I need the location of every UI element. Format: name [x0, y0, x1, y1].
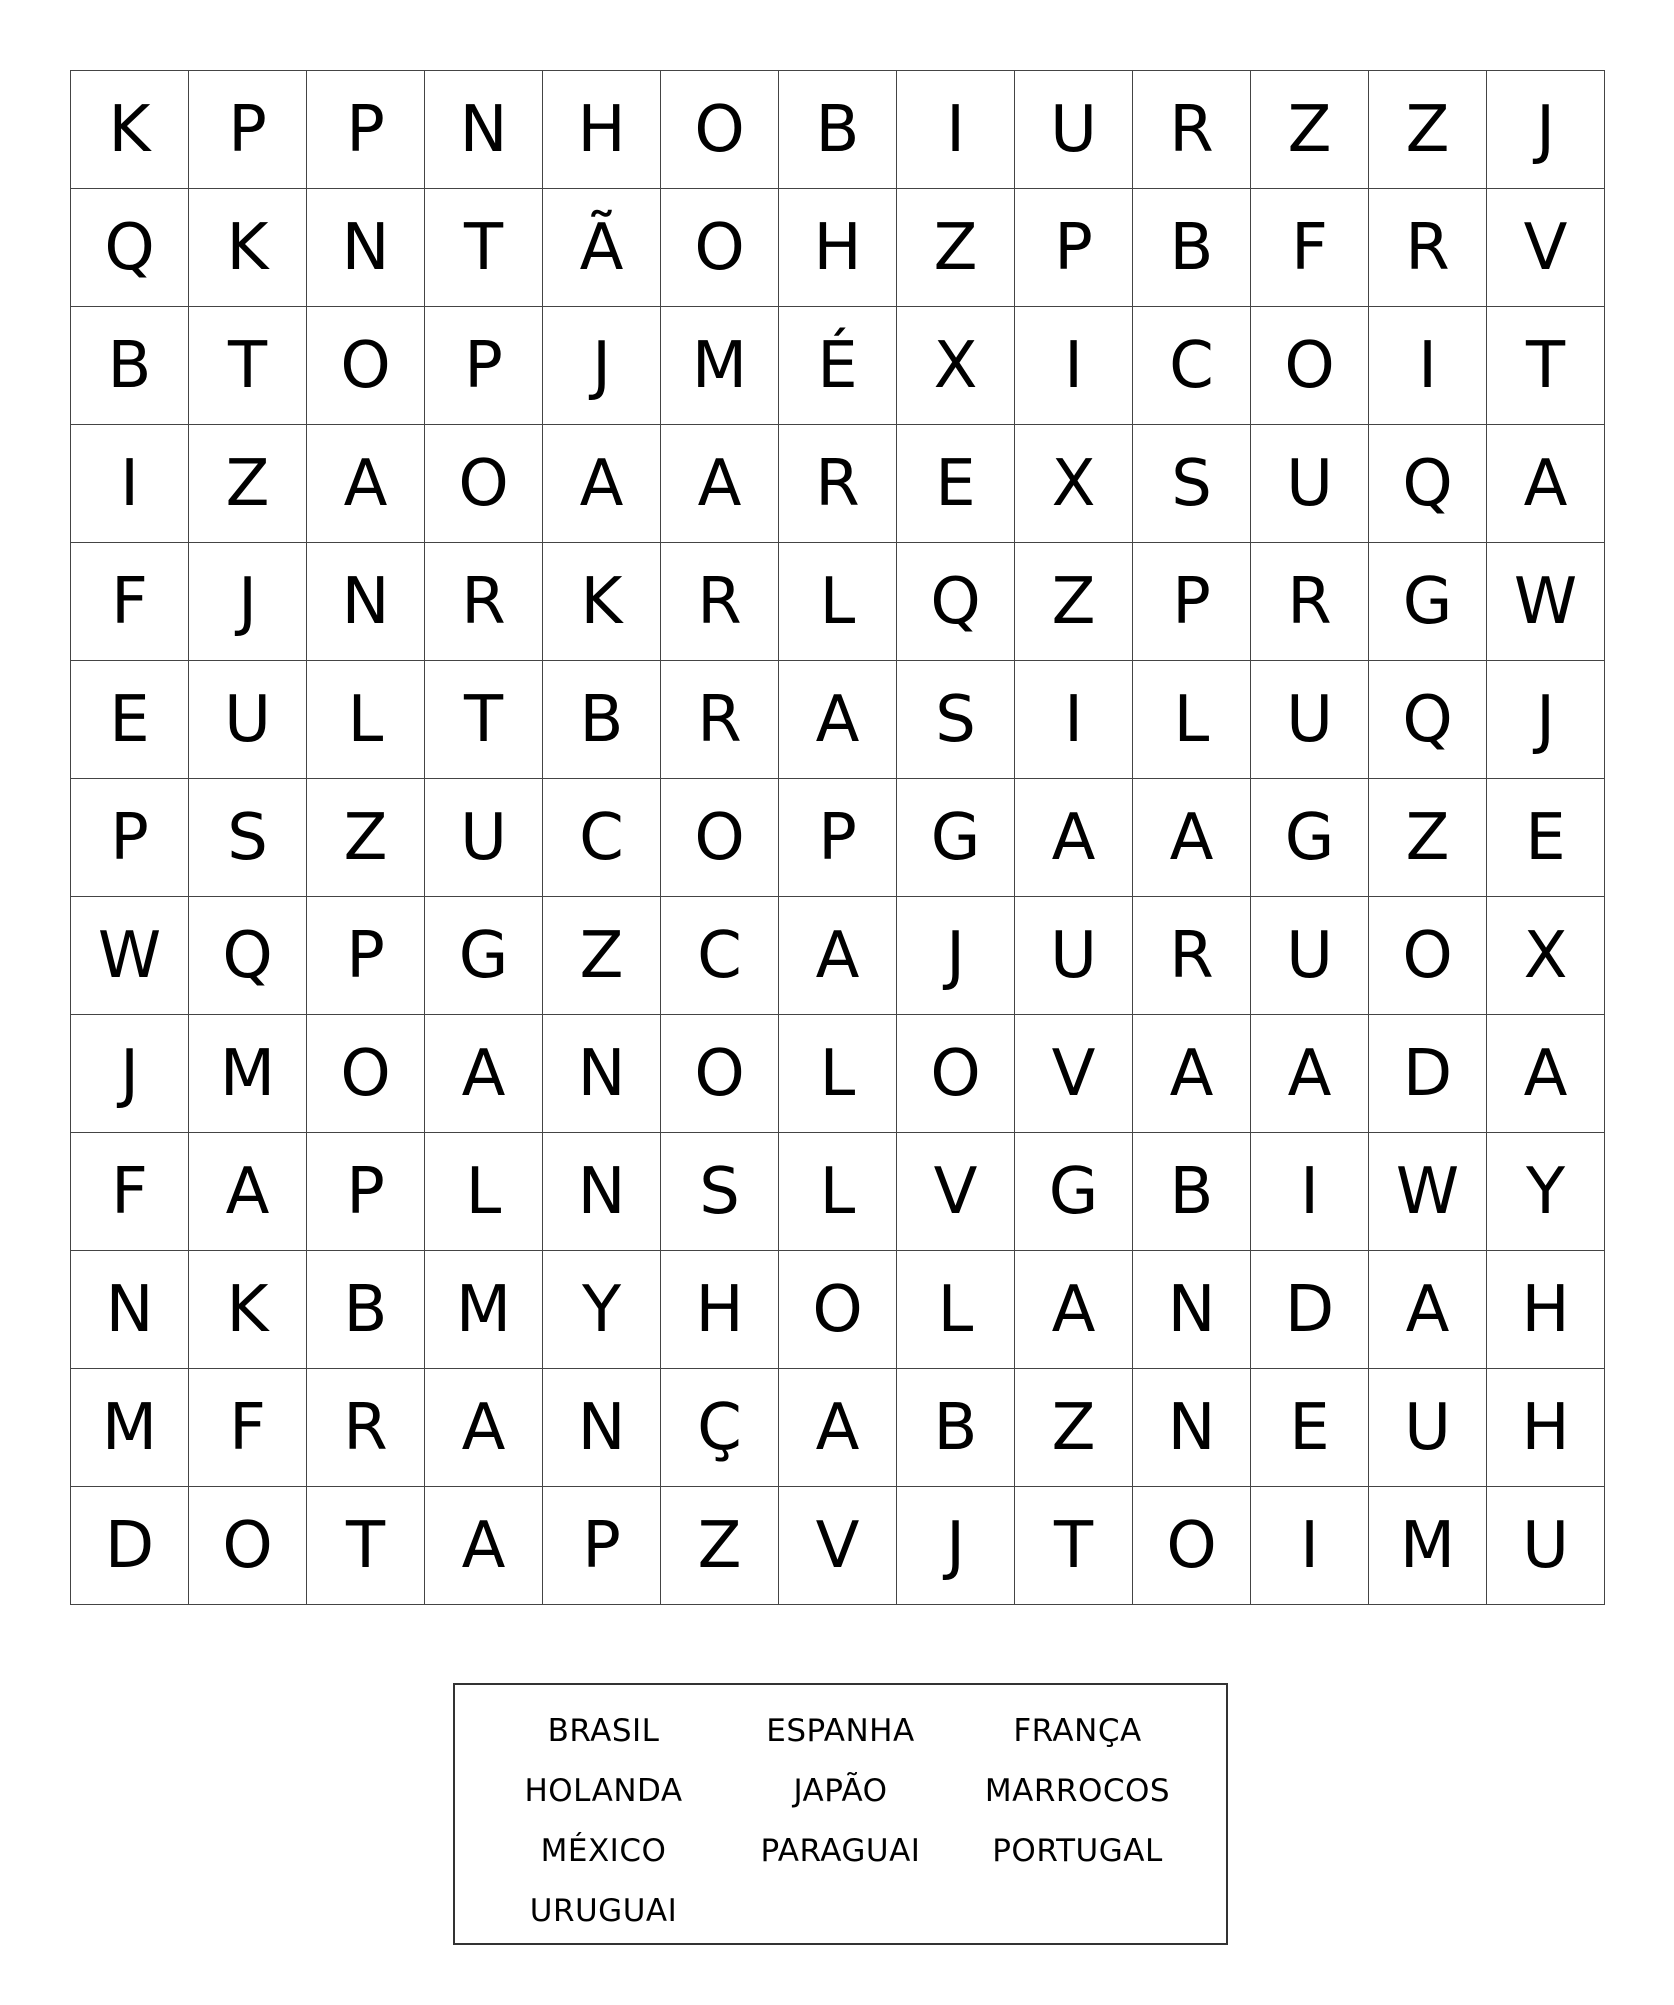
grid-cell[interactable]: M: [71, 1369, 189, 1487]
grid-cell[interactable]: L: [1133, 661, 1251, 779]
grid-cell[interactable]: G: [425, 897, 543, 1015]
grid-cell[interactable]: J: [897, 897, 1015, 1015]
grid-cell[interactable]: G: [1015, 1133, 1133, 1251]
grid-cell[interactable]: Z: [189, 425, 307, 543]
grid-cell[interactable]: I: [1251, 1133, 1369, 1251]
grid-cell[interactable]: D: [1369, 1015, 1487, 1133]
grid-cell[interactable]: N: [1133, 1251, 1251, 1369]
grid-cell[interactable]: R: [425, 543, 543, 661]
grid-cell[interactable]: R: [661, 543, 779, 661]
grid-cell[interactable]: B: [897, 1369, 1015, 1487]
grid-cell[interactable]: A: [307, 425, 425, 543]
grid-cell[interactable]: U: [1015, 897, 1133, 1015]
grid-cell[interactable]: Ç: [661, 1369, 779, 1487]
grid-cell[interactable]: Y: [543, 1251, 661, 1369]
grid-cell[interactable]: S: [661, 1133, 779, 1251]
grid-cell[interactable]: E: [1487, 779, 1605, 897]
grid-cell[interactable]: X: [897, 307, 1015, 425]
grid-cell[interactable]: Z: [1015, 543, 1133, 661]
grid-cell[interactable]: M: [425, 1251, 543, 1369]
grid-cell[interactable]: A: [1133, 779, 1251, 897]
grid-cell[interactable]: E: [897, 425, 1015, 543]
grid-cell[interactable]: H: [1487, 1251, 1605, 1369]
grid-cell[interactable]: P: [1015, 189, 1133, 307]
grid-cell[interactable]: H: [661, 1251, 779, 1369]
grid-cell[interactable]: M: [1369, 1487, 1487, 1605]
grid-cell[interactable]: C: [543, 779, 661, 897]
grid-cell[interactable]: N: [307, 189, 425, 307]
grid-cell[interactable]: I: [897, 71, 1015, 189]
grid-cell[interactable]: O: [779, 1251, 897, 1369]
grid-cell[interactable]: I: [71, 425, 189, 543]
grid-cell[interactable]: I: [1015, 661, 1133, 779]
grid-cell[interactable]: M: [189, 1015, 307, 1133]
grid-cell[interactable]: Z: [661, 1487, 779, 1605]
grid-cell[interactable]: A: [779, 897, 897, 1015]
grid-cell[interactable]: U: [1251, 425, 1369, 543]
grid-cell[interactable]: Z: [307, 779, 425, 897]
grid-cell[interactable]: L: [425, 1133, 543, 1251]
grid-cell[interactable]: U: [425, 779, 543, 897]
grid-cell[interactable]: W: [1369, 1133, 1487, 1251]
grid-cell[interactable]: P: [779, 779, 897, 897]
grid-cell[interactable]: P: [307, 71, 425, 189]
grid-cell[interactable]: E: [71, 661, 189, 779]
grid-cell[interactable]: V: [779, 1487, 897, 1605]
grid-cell[interactable]: Z: [1369, 71, 1487, 189]
grid-cell[interactable]: N: [543, 1015, 661, 1133]
grid-cell[interactable]: B: [307, 1251, 425, 1369]
grid-cell[interactable]: A: [425, 1369, 543, 1487]
grid-cell[interactable]: J: [897, 1487, 1015, 1605]
grid-cell[interactable]: A: [1251, 1015, 1369, 1133]
grid-cell[interactable]: N: [543, 1369, 661, 1487]
grid-cell[interactable]: N: [71, 1251, 189, 1369]
grid-cell[interactable]: R: [1133, 71, 1251, 189]
grid-cell[interactable]: W: [71, 897, 189, 1015]
grid-cell[interactable]: G: [897, 779, 1015, 897]
grid-cell[interactable]: B: [543, 661, 661, 779]
grid-cell[interactable]: A: [1487, 1015, 1605, 1133]
grid-cell[interactable]: O: [307, 1015, 425, 1133]
word-list-item: HOLANDA: [524, 1773, 683, 1809]
grid-cell[interactable]: K: [189, 189, 307, 307]
grid-cell[interactable]: T: [189, 307, 307, 425]
grid-cell[interactable]: S: [897, 661, 1015, 779]
grid-cell[interactable]: I: [1015, 307, 1133, 425]
grid-cell[interactable]: V: [1487, 189, 1605, 307]
grid-cell[interactable]: R: [661, 661, 779, 779]
grid-cell[interactable]: Z: [1251, 71, 1369, 189]
grid-cell[interactable]: Z: [1369, 779, 1487, 897]
grid-cell[interactable]: I: [1369, 307, 1487, 425]
grid-cell[interactable]: A: [189, 1133, 307, 1251]
grid-cell[interactable]: A: [661, 425, 779, 543]
grid-cell[interactable]: B: [1133, 189, 1251, 307]
grid-cell[interactable]: H: [779, 189, 897, 307]
grid-cell[interactable]: A: [425, 1487, 543, 1605]
grid-cell[interactable]: O: [661, 189, 779, 307]
grid-cell[interactable]: I: [1251, 1487, 1369, 1605]
grid-cell[interactable]: L: [779, 1015, 897, 1133]
grid-cell[interactable]: T: [425, 661, 543, 779]
grid-cell[interactable]: G: [1251, 779, 1369, 897]
grid-cell[interactable]: H: [1487, 1369, 1605, 1487]
word-list-item: MARROCOS: [984, 1773, 1171, 1809]
word-list-item: PARAGUAI: [760, 1833, 921, 1869]
grid-cell[interactable]: Q: [1369, 425, 1487, 543]
grid-cell[interactable]: O: [661, 779, 779, 897]
grid-cell[interactable]: X: [1487, 897, 1605, 1015]
grid-cell[interactable]: N: [307, 543, 425, 661]
grid-cell[interactable]: R: [1369, 189, 1487, 307]
grid-cell[interactable]: V: [1015, 1015, 1133, 1133]
grid-cell[interactable]: L: [779, 1133, 897, 1251]
grid-cell[interactable]: P: [307, 1133, 425, 1251]
grid-cell[interactable]: X: [1015, 425, 1133, 543]
grid-cell[interactable]: H: [543, 71, 661, 189]
grid-cell[interactable]: J: [1487, 661, 1605, 779]
grid-cell[interactable]: O: [1133, 1487, 1251, 1605]
grid-cell[interactable]: C: [661, 897, 779, 1015]
grid-cell[interactable]: P: [307, 897, 425, 1015]
grid-cell[interactable]: O: [307, 307, 425, 425]
grid-cell[interactable]: G: [1369, 543, 1487, 661]
grid-cell[interactable]: U: [1487, 1487, 1605, 1605]
grid-cell[interactable]: T: [1487, 307, 1605, 425]
grid-cell[interactable]: J: [189, 543, 307, 661]
grid-cell[interactable]: O: [189, 1487, 307, 1605]
grid-cell[interactable]: R: [1133, 897, 1251, 1015]
grid-cell[interactable]: A: [425, 1015, 543, 1133]
grid-cell[interactable]: F: [71, 1133, 189, 1251]
word-list-item: URUGUAI: [529, 1893, 678, 1929]
word-list-item: ESPANHA: [766, 1713, 915, 1749]
grid-cell[interactable]: A: [779, 661, 897, 779]
grid-cell[interactable]: P: [425, 307, 543, 425]
grid-cell[interactable]: T: [425, 189, 543, 307]
word-list-item: MÉXICO: [540, 1833, 667, 1869]
grid-cell[interactable]: Q: [71, 189, 189, 307]
grid-cell[interactable]: O: [897, 1015, 1015, 1133]
grid-cell[interactable]: K: [71, 71, 189, 189]
grid-cell[interactable]: N: [1133, 1369, 1251, 1487]
grid-cell[interactable]: U: [189, 661, 307, 779]
grid-cell[interactable]: J: [71, 1015, 189, 1133]
grid-cell[interactable]: F: [71, 543, 189, 661]
grid-cell[interactable]: D: [1251, 1251, 1369, 1369]
grid-cell[interactable]: N: [425, 71, 543, 189]
grid-cell[interactable]: C: [1133, 307, 1251, 425]
grid-cell[interactable]: L: [307, 661, 425, 779]
grid-cell[interactable]: J: [543, 307, 661, 425]
grid-cell[interactable]: Ã: [543, 189, 661, 307]
grid-cell[interactable]: B: [1133, 1133, 1251, 1251]
grid-cell[interactable]: O: [1369, 897, 1487, 1015]
grid-cell[interactable]: A: [779, 1369, 897, 1487]
grid-cell[interactable]: N: [543, 1133, 661, 1251]
word-list-item: JAPÃO: [793, 1773, 888, 1809]
grid-cell[interactable]: E: [1251, 1369, 1369, 1487]
grid-cell[interactable]: Q: [1369, 661, 1487, 779]
grid-cell[interactable]: T: [307, 1487, 425, 1605]
grid-cell[interactable]: A: [1487, 425, 1605, 543]
grid-cell[interactable]: L: [897, 1251, 1015, 1369]
grid-cell[interactable]: R: [1251, 543, 1369, 661]
letter-grid: [70, 70, 1605, 1605]
grid-cell[interactable]: A: [1369, 1251, 1487, 1369]
word-list-item: FRANÇA: [1013, 1713, 1142, 1749]
grid-cell[interactable]: A: [543, 425, 661, 543]
grid-cell[interactable]: O: [661, 71, 779, 189]
grid-cell[interactable]: Y: [1487, 1133, 1605, 1251]
grid-cell[interactable]: Q: [897, 543, 1015, 661]
grid-cell[interactable]: A: [1015, 779, 1133, 897]
grid-cell[interactable]: P: [71, 779, 189, 897]
grid-cell[interactable]: S: [1133, 425, 1251, 543]
grid-cell[interactable]: M: [661, 307, 779, 425]
grid-cell[interactable]: F: [189, 1369, 307, 1487]
grid-cell[interactable]: F: [1251, 189, 1369, 307]
grid-cell[interactable]: O: [425, 425, 543, 543]
grid-cell[interactable]: B: [71, 307, 189, 425]
grid-cell[interactable]: Z: [543, 897, 661, 1015]
grid-cell[interactable]: O: [1251, 307, 1369, 425]
grid-cell[interactable]: É: [779, 307, 897, 425]
grid-cell[interactable]: W: [1487, 543, 1605, 661]
grid-cell[interactable]: V: [897, 1133, 1015, 1251]
word-list: [453, 1683, 1228, 1945]
grid-cell[interactable]: R: [779, 425, 897, 543]
grid-cell[interactable]: Q: [189, 897, 307, 1015]
grid-cell[interactable]: A: [1015, 1251, 1133, 1369]
grid-cell[interactable]: Z: [1015, 1369, 1133, 1487]
grid-cell[interactable]: L: [779, 543, 897, 661]
grid-cell[interactable]: U: [1369, 1369, 1487, 1487]
grid-cell[interactable]: P: [543, 1487, 661, 1605]
grid-cell[interactable]: U: [1015, 71, 1133, 189]
grid-cell[interactable]: U: [1251, 897, 1369, 1015]
grid-cell[interactable]: U: [1251, 661, 1369, 779]
grid-cell[interactable]: K: [543, 543, 661, 661]
word-list-item: PORTUGAL: [992, 1833, 1163, 1869]
grid-cell[interactable]: P: [189, 71, 307, 189]
grid-cell[interactable]: J: [1487, 71, 1605, 189]
word-list-item: BRASIL: [547, 1713, 660, 1749]
grid-cell[interactable]: S: [189, 779, 307, 897]
grid-cell[interactable]: D: [71, 1487, 189, 1605]
grid-cell[interactable]: R: [307, 1369, 425, 1487]
grid-cell[interactable]: B: [779, 71, 897, 189]
grid-cell[interactable]: K: [189, 1251, 307, 1369]
grid-cell[interactable]: P: [1133, 543, 1251, 661]
grid-cell[interactable]: Z: [897, 189, 1015, 307]
grid-cell[interactable]: T: [1015, 1487, 1133, 1605]
grid-cell[interactable]: O: [661, 1015, 779, 1133]
grid-cell[interactable]: A: [1133, 1015, 1251, 1133]
